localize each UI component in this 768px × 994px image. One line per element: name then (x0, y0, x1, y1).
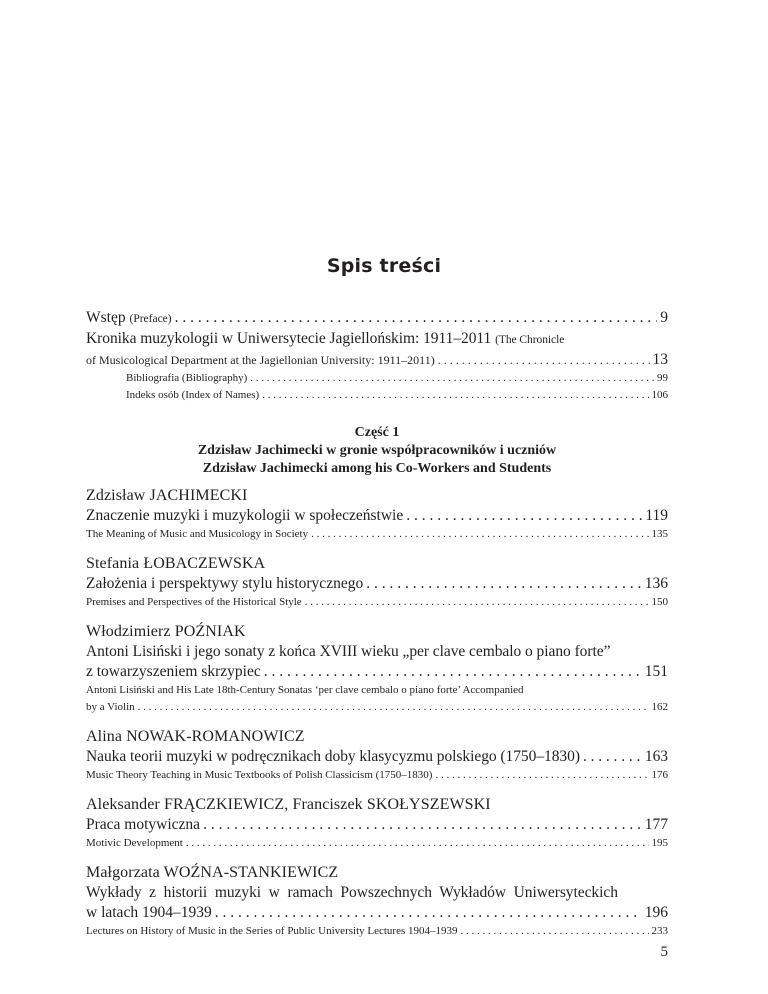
entry-title-en: Music Theory Teaching in Music Textbooks of Polish Classicism (1750–1830) (86, 769, 433, 781)
entry-page: 9 (660, 309, 668, 326)
part-label: Część 1 (354, 425, 400, 440)
article-author: Stefania ŁOBACZEWSKA (86, 555, 266, 572)
article-author: Włodzimierz POŹNIAK (86, 623, 246, 640)
entry-title: z towarzyszeniem skrzypiec (86, 663, 261, 680)
dot-leader (264, 662, 642, 682)
entry-title: Kronika muzykologii w Uniwersytecie Jagiellońskim: 1911–2011 (86, 330, 492, 347)
toc-entry-article[interactable] (86, 815, 668, 835)
entry-page: 233 (651, 925, 668, 937)
dot-leader (262, 387, 648, 404)
entry-title: Wstęp (86, 309, 126, 326)
toc-entry-index[interactable] (86, 387, 668, 404)
entry-title-en: Motivic Development (86, 837, 183, 849)
article-author: Małgorzata WOŹNA-STANKIEWICZ (86, 864, 339, 881)
entry-title-en-line1: Antoni Lisiński and His Late 18th-Century Sonatas ‘per clave cembalo o piano forte’ Accompanied (86, 684, 524, 696)
entry-title: Nauka teorii muzyki w podręcznikach doby klasycyzmu polskiego (1750–1830) (86, 748, 580, 765)
dot-leader (305, 594, 649, 611)
entry-page: 135 (651, 528, 668, 540)
toc-entry-article[interactable] (86, 506, 668, 526)
entry-title-line1: Antoni Lisiński i jego sonaty z końca XVIII wieku „per clave cembalo o piano forte” (86, 643, 611, 660)
entry-title-en: The Meaning of Music and Musicology in Society (86, 528, 309, 540)
dot-leader (175, 308, 658, 328)
dot-leader (406, 506, 642, 526)
entry-page: 162 (651, 701, 668, 713)
article-author: Zdzisław JACHIMECKI (86, 487, 248, 504)
entry-page: 177 (644, 816, 668, 833)
dot-leader (438, 350, 650, 370)
part-heading (86, 424, 668, 478)
dot-leader (311, 526, 648, 543)
entry-page: 136 (644, 575, 668, 592)
dot-leader (138, 699, 649, 716)
toc-entry-article[interactable] (86, 903, 668, 923)
entry-page: 99 (657, 372, 668, 384)
entry-title-en: by a Violin (86, 701, 135, 713)
entry-title-en: (The Chronicle (495, 334, 565, 346)
dot-leader (461, 923, 649, 940)
dot-leader (250, 370, 654, 387)
toc-entry-article-en[interactable] (86, 699, 668, 716)
dot-leader (203, 815, 642, 835)
entry-title: Znaczenie muzyki i muzykologii w społeczeństwie (86, 507, 404, 524)
toc-entry-article[interactable] (86, 662, 668, 682)
entry-page: 163 (644, 748, 668, 765)
entry-page: 13 (652, 351, 668, 368)
entry-title-en: of Musicological Department at the Jagiellonian University: 1911–2011) (86, 353, 435, 367)
toc-entry-chronicle-line1[interactable] (86, 329, 668, 350)
dot-leader (583, 747, 642, 767)
toc-entry-chronicle[interactable] (86, 350, 668, 370)
part-title-en: Zdzisław Jachimecki among his Co-Workers and Students (202, 461, 552, 476)
entry-title: w latach 1904–1939 (86, 904, 212, 921)
entry-page: 106 (651, 389, 668, 401)
toc-entry-article-en[interactable] (86, 526, 668, 543)
toc-entry-bibliography[interactable] (86, 370, 668, 387)
toc-entry-article[interactable] (86, 574, 668, 594)
dot-leader (186, 835, 649, 852)
entry-title-en: Premises and Perspectives of the Historical Style (86, 596, 302, 608)
entry-title: Indeks osób (Index of Names) (126, 389, 260, 401)
entry-title: Założenia i perspektywy stylu historycznego (86, 575, 364, 592)
entry-page: 151 (644, 663, 668, 680)
dot-leader (435, 767, 648, 784)
article-author: Alina NOWAK-ROMANOWICZ (86, 728, 305, 745)
dot-leader (215, 903, 642, 923)
toc-entry-article-en[interactable] (86, 835, 668, 852)
toc-entry-article-en[interactable] (86, 594, 668, 611)
entry-title: Bibliografia (Bibliography) (126, 372, 248, 384)
entry-title-en: (Preface) (129, 313, 172, 325)
entry-page: 150 (651, 596, 668, 608)
dot-leader (366, 574, 642, 594)
toc-entry-article[interactable] (86, 747, 668, 767)
article-author: Aleksander FRĄCZKIEWICZ, Franciszek SKOŁYSZEWSKI (86, 796, 491, 813)
entry-title-en: Lectures on History of Music in the Series of Public University Lectures 1904–1939 (86, 925, 458, 937)
entry-title-line1: Wykłady z historii muzyki w ramach Powszechnych Wykładów Uniwersyteckich (86, 884, 618, 901)
toc-entry-article-en[interactable] (86, 767, 668, 784)
entry-page: 195 (651, 837, 668, 849)
toc-entry-preface[interactable] (86, 308, 668, 329)
entry-page: 176 (651, 769, 668, 781)
table-of-contents (86, 308, 668, 940)
toc-entry-article-en[interactable] (86, 923, 668, 940)
page-title: Spis treści (326, 255, 442, 277)
part-title-pl: Zdzisław Jachimecki w gronie współpracowników i uczniów (197, 443, 557, 458)
entry-page: 119 (645, 507, 668, 524)
entry-page: 196 (644, 904, 668, 921)
entry-title: Praca motywiczna (86, 816, 201, 833)
page-number: 5 (660, 944, 668, 960)
